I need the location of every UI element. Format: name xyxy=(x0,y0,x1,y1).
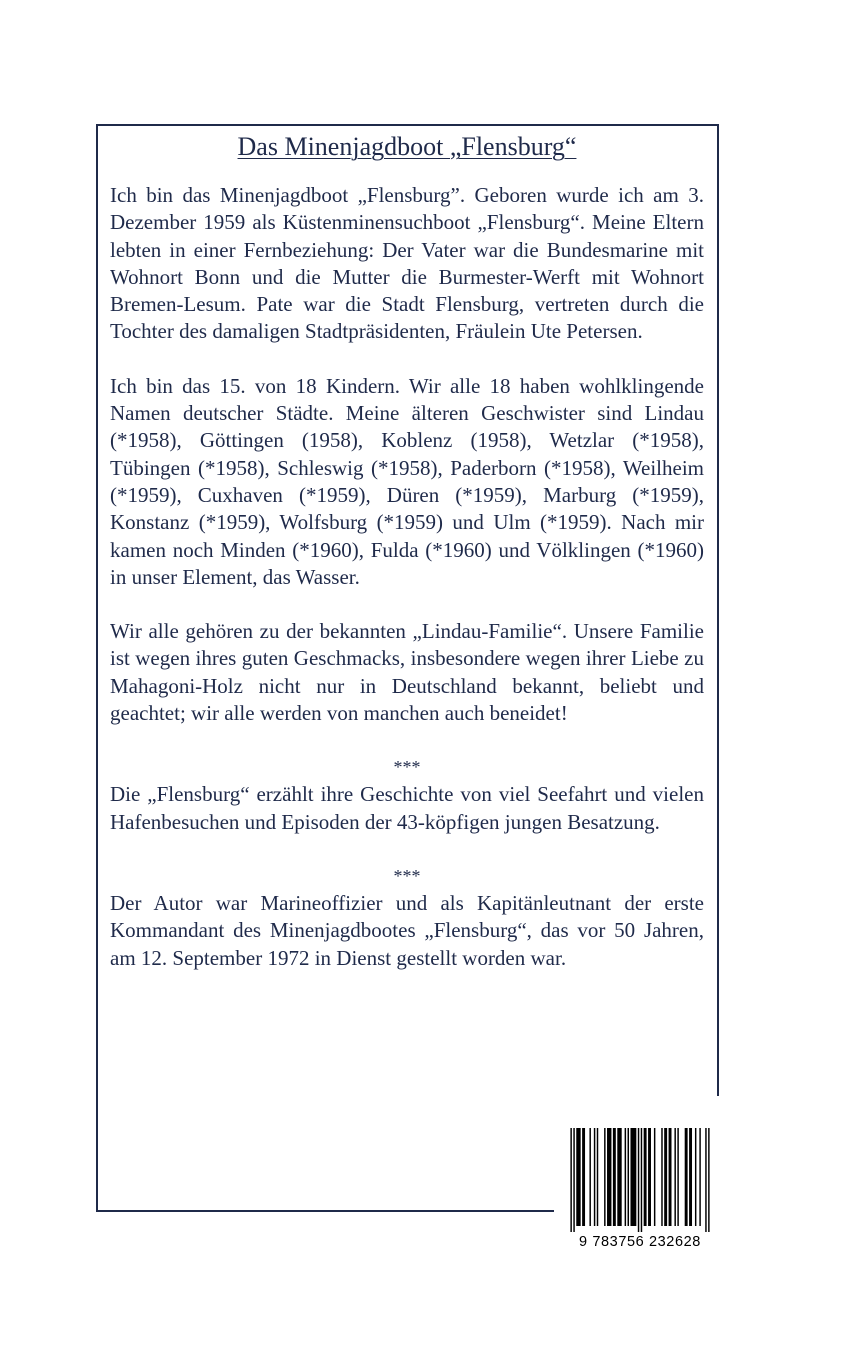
paragraph-author: Der Autor war Marineoffizier und als Kapitänleutnant der erste Kommandant des Minenjagdbootes „Flensburg“, das vor 50 Jahren, am 12. September 1972 in Dienst gestellt worden war. xyxy=(110,890,704,970)
barcode-bar-12 xyxy=(628,1128,629,1226)
paragraph-teaser: Die „Flensburg“ erzählt ihre Geschichte von viel Seefahrt und vielen Hafenbesuchen und Episoden der 43-köpfigen jungen Besatzung. xyxy=(110,782,704,834)
barcode-bar-6 xyxy=(597,1128,598,1226)
barcode-bar-29 xyxy=(708,1128,709,1232)
barcode-bar-10 xyxy=(617,1128,621,1226)
barcode-bar-8 xyxy=(607,1128,611,1226)
barcode-bar-0 xyxy=(570,1128,571,1232)
barcode-bars xyxy=(566,1128,714,1232)
barcode-bar-4 xyxy=(589,1128,590,1226)
barcode-bar-7 xyxy=(604,1128,605,1226)
page-title: Das Minenjagdboot „Flensburg“ xyxy=(237,132,577,161)
barcode-bar-19 xyxy=(661,1128,662,1226)
frame-left-border xyxy=(96,124,98,1212)
barcode-bar-23 xyxy=(677,1128,678,1226)
barcode-bar-9 xyxy=(613,1128,616,1226)
barcode-bar-28 xyxy=(705,1128,706,1232)
barcode-bar-11 xyxy=(625,1128,626,1226)
separator-1: *** xyxy=(393,757,421,778)
back-cover-text xyxy=(110,128,704,999)
paragraph-family: Wir alle gehören zu der bekannten „Lindau-Familie“. Unsere Familie ist wegen ihres guten Geschmacks, insbesondere wegen ihrer Liebe zu Mahagoni-Holz nicht nur in Deutschland bekannt, beliebt und geachtet; wir alle werden von manchen auch beneidet! xyxy=(110,619,704,726)
barcode-bar-13 xyxy=(630,1128,636,1226)
barcode-bar-17 xyxy=(648,1128,651,1226)
barcode-bar-18 xyxy=(654,1128,655,1226)
paragraph-siblings: Ich bin das 15. von 18 Kindern. Wir alle 18 haben wohlklingende Namen deutscher Städte. Meine älteren Geschwister sind Lindau (*1958), Göttingen (1958), Koblenz (1958), Wetzlar (*1958), Tübingen (*1958), Schleswig (*1958), Paderborn (*1958), Weilheim (*1959), Cuxhaven (*1959), Düren (*1959), Marburg (*1959), Konstanz (*1959), Wolfsburg (*1959) und Ulm (*1959). Nach mir kamen noch Minden (*1960), Fulda (*1960) und Völklingen (*1960) in unser Element, das Wasser. xyxy=(110,373,704,589)
barcode-bar-16 xyxy=(644,1128,647,1226)
barcode-bar-3 xyxy=(582,1128,585,1226)
frame-top-border xyxy=(96,124,719,126)
barcode-bar-14 xyxy=(638,1128,639,1232)
frame-right-border xyxy=(717,124,719,1096)
isbn-digits: 9 783756 232628 xyxy=(579,1234,701,1250)
separator-2: *** xyxy=(393,865,421,886)
barcode-bar-22 xyxy=(674,1128,675,1226)
isbn-barcode xyxy=(566,1128,714,1254)
barcode-bar-25 xyxy=(689,1128,692,1226)
paragraph-intro: Ich bin das Minenjagdboot „Flensburg”. Geboren wurde ich am 3. Dezember 1959 als Küstenminensuchboot „Flensburg“. Meine Eltern lebten in einer Fernbeziehung: Der Vater war die Bundesmarine mit Wohnort Bonn und die Mutter die Burmester-Werft mit Wohnort Bremen-Lesum. Pate war die Stadt Flensburg, vertreten durch die Tochter des damaligen Stadtpräsidenten, Fräulein Ute Petersen. xyxy=(110,183,704,344)
barcode-bar-26 xyxy=(695,1128,696,1226)
barcode-bar-1 xyxy=(573,1128,574,1232)
barcode-bar-2 xyxy=(576,1128,580,1226)
barcode-bar-20 xyxy=(664,1128,667,1226)
barcode-bar-5 xyxy=(594,1128,595,1226)
barcode-bar-15 xyxy=(641,1128,642,1232)
barcode-bar-27 xyxy=(699,1128,700,1226)
barcode-bar-21 xyxy=(669,1128,672,1226)
frame-bottom-border xyxy=(96,1210,554,1212)
barcode-bar-24 xyxy=(685,1128,688,1226)
